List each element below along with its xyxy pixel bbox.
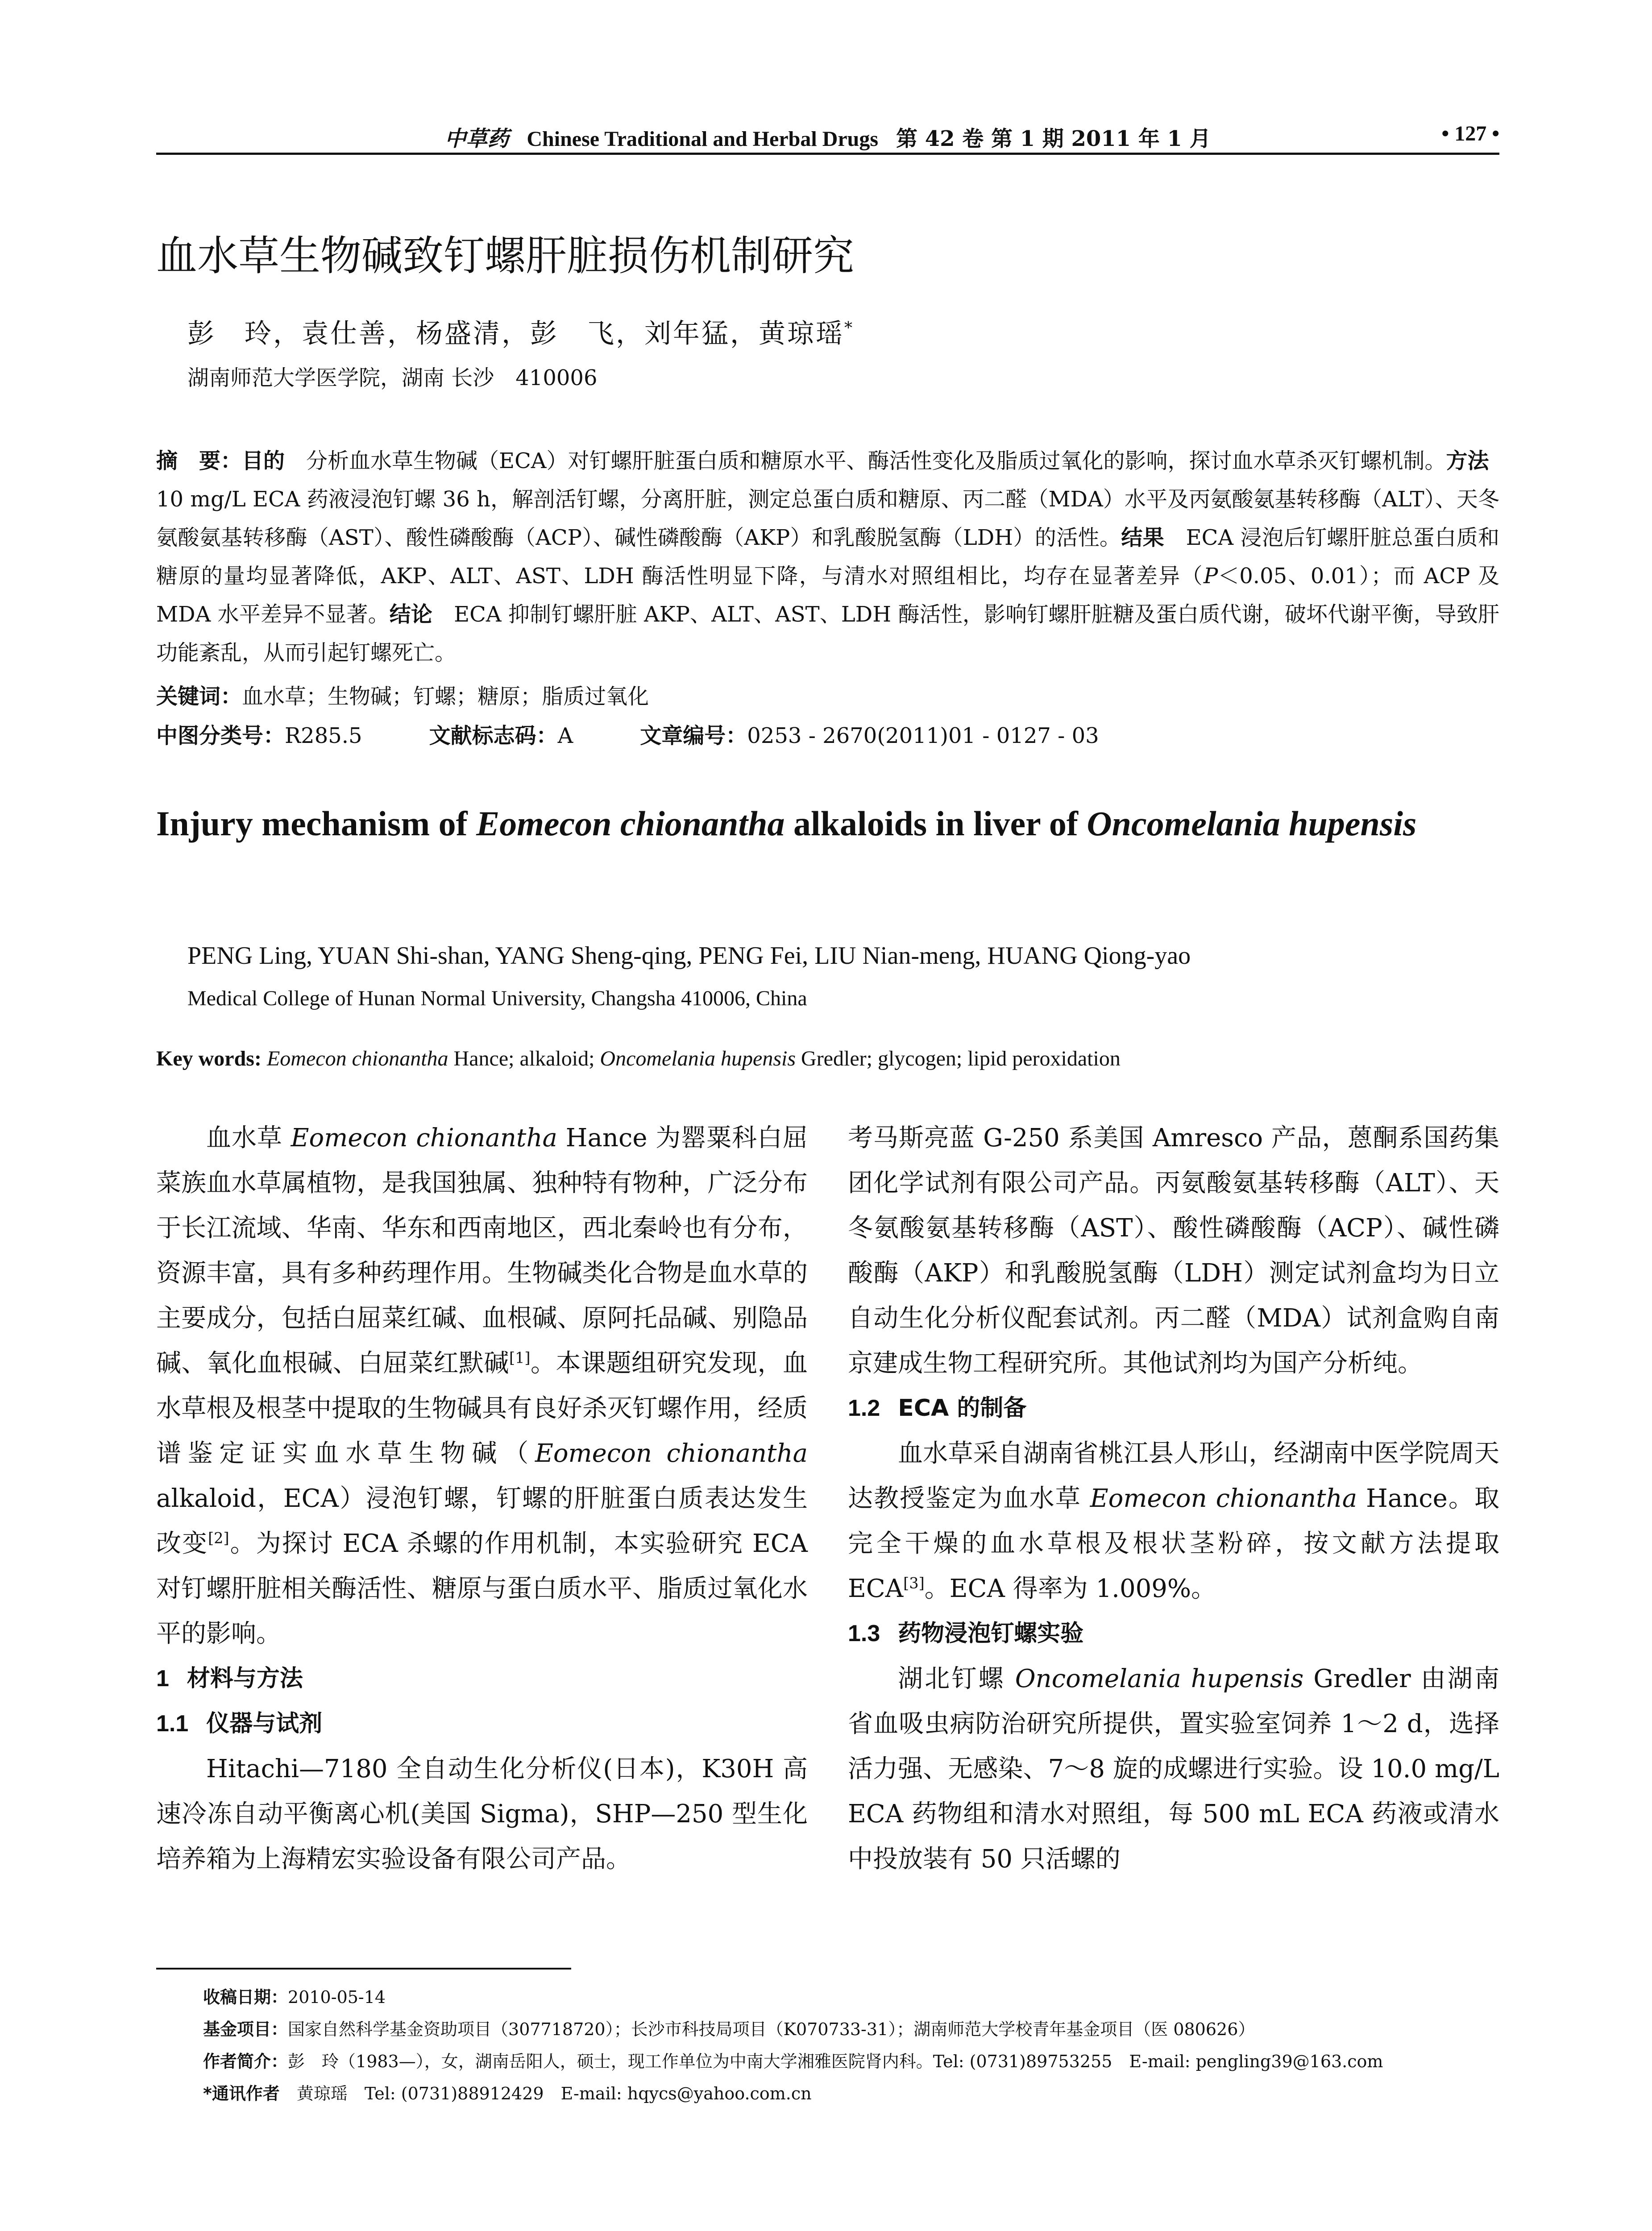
section-heading-1-2	[848, 1386, 1499, 1431]
intro-species: Eomecon chionantha	[291, 1124, 557, 1153]
doc-code-label: 文献标志码：	[429, 723, 558, 748]
footnotes	[203, 1981, 1499, 2110]
journal-name-cn: 中草药	[444, 126, 509, 151]
keywords-cn	[156, 679, 649, 710]
keywords-cn-label: 关键词：	[156, 684, 242, 709]
section-title: 材料与方法	[187, 1665, 303, 1692]
paragraph-1-2	[848, 1431, 1499, 1611]
running-header	[156, 121, 1499, 155]
footnote-value: 国家自然科学基金资助项目（307718720）；长沙市科技局项目（K070733-31）；湖南师范大学校青年基金项目（医 080626）	[288, 2020, 1255, 2039]
paragraph-1-3	[848, 1656, 1499, 1882]
results-label: 结果	[1121, 525, 1165, 550]
title-en-species2: Oncomelania hupensis	[1087, 804, 1417, 843]
results-text: ECA 浸泡后钉螺肝脏总蛋白质和糖原的量均显著降低，AKP、ALT、AST、LDH 酶活性明显下降，与清水对照组相比，均存在显著差异（	[156, 525, 1499, 589]
keywords-en-species2: Oncomelania hupensis	[600, 1047, 796, 1070]
keywords-en-label: Key words:	[156, 1047, 261, 1070]
section-heading-1-3	[848, 1611, 1499, 1656]
citation-3: [3]	[903, 1574, 925, 1592]
title-cn: 血水草生物碱致钉螺肝脏损伤机制研究	[156, 232, 855, 280]
p-value-symbol: P	[1203, 564, 1218, 589]
intro-text-c: 。本课题组研究发现，血水草根及根茎中提取的生物碱具有良好杀灭钉螺作用，经质谱鉴定证实血水草生物碱（	[156, 1349, 808, 1468]
issue-info: 第 42 卷 第 1 期 2011 年 1 月	[896, 126, 1211, 151]
footnote-received	[203, 1981, 1499, 2013]
intro-text-a: 血水草	[206, 1124, 291, 1153]
footnote-value: 黄琼瑶 Tel: (0731)88912429 E-mail: hqycs@yahoo.com.cn	[279, 2084, 812, 2103]
section-title: 仪器与试剂	[206, 1710, 323, 1737]
paragraph-1-1: Hitachi—7180 全自动生化分析仪(日本)，K30H 高速冷冻自动平衡离心机(美国 Sigma)，SHP—250 型生化培养箱为上海精宏实验设备有限公司产品。	[156, 1754, 808, 1874]
abstract-cn	[156, 442, 1511, 672]
keywords-cn-value: 血水草；生物碱；钉螺；糖原；脂质过氧化	[242, 684, 649, 709]
intro-text-e: 。为探讨 ECA 杀螺的作用机制，本实验研究 ECA 对钉螺肝脏相关酶活性、糖原与蛋白质水平、脂质过氧化水平的影响。	[156, 1529, 808, 1648]
section-heading-1-1	[156, 1701, 808, 1746]
body-column-left	[156, 1116, 808, 1882]
p13-text-a: 湖北钉螺	[898, 1664, 1015, 1693]
affiliation-cn: 湖南师范大学医学院，湖南 长沙 410006	[187, 365, 598, 390]
citation-1: [1]	[509, 1349, 531, 1367]
keywords-en-text2: Gredler; glycogen; lipid peroxidation	[796, 1047, 1121, 1070]
conclusion-text: ECA 抑制钉螺肝脏 AKP、ALT、AST、LDH 酶活性，影响钉螺肝脏糖及蛋白质代谢，破坏代谢平衡，导致肝功能紊乱，从而引起钉螺死亡。	[156, 602, 1499, 665]
body-column-right	[848, 1116, 1499, 1882]
section-number: 1.3	[848, 1621, 880, 1646]
intro-paragraph	[156, 1116, 808, 1656]
corresponding-mark: *	[844, 319, 854, 337]
keywords-en-species1: Eomecon chionantha	[266, 1047, 448, 1070]
authors-en: PENG Ling, YUAN Shi-shan, YANG Sheng-qing, PENG Fei, LIU Nian-meng, HUANG Qiong-yao	[187, 942, 1191, 970]
article-id-label: 文章编号：	[640, 723, 747, 748]
p12-species: Eomecon chionantha	[1090, 1484, 1357, 1513]
doc-code-value: A	[557, 723, 573, 748]
affiliation-en: Medical College of Hunan Normal University, Changsha 410006, China	[187, 987, 807, 1010]
footnote-value: 2010-05-14	[288, 1987, 386, 2007]
journal-header	[156, 121, 1499, 152]
methods-label: 方法	[1446, 448, 1489, 473]
footnote-label: 作者简介：	[203, 2052, 288, 2071]
section-title: ECA 的制备	[898, 1395, 1027, 1422]
clc-label: 中图分类号：	[156, 723, 285, 748]
intro-text-b: Hance 为罂粟科白屈菜族血水草属植物，是我国独属、独种特有物种，广泛分布于长江流域、华南、华东和西南地区，西北秦岭也有分布，资源丰富，具有多种药理作用。生物碱类化合物是血水草的主要成分，包括白屈菜红碱、血根碱、原阿托品碱、别隐品碱、氧化血根碱、白屈菜红默碱	[156, 1124, 808, 1378]
footnote-label: 基金项目：	[203, 2020, 288, 2039]
p12-text-c: 。ECA 得率为 1.009%。	[924, 1574, 1216, 1603]
paragraph-1-1-continued: 考马斯亮蓝 G-250 系美国 Amresco 产品，蒽酮系国药集团化学试剂有限公司产品。丙氨酸氨基转移酶（ALT）、天冬氨酸氨基转移酶（AST）、酸性磷酸酶（ACP）、碱性磷酸酶（AKP）和乳酸脱氢酶（LDH）测定试剂盒均为日立自动生化分析仪配套试剂。丙二醛（MDA）试剂盒购自南京建成生物工程研究所。其他试剂均为国产分析纯。	[848, 1124, 1499, 1378]
keywords-en	[156, 1046, 1121, 1071]
authors-cn-names: 彭 玲，袁仕善，杨盛清，彭 飞，刘年猛，黄琼瑶	[187, 318, 844, 349]
article-id-value: 0253 - 2670(2011)01 - 0127 - 03	[747, 723, 1099, 748]
p12-text-a: 血水草采自湖南省桃江县人形山，经湖南中医学院周天达教授鉴定为血水草	[848, 1439, 1499, 1513]
footnote-corresponding	[203, 2078, 1499, 2110]
journal-name-en: Chinese Traditional and Herbal Drugs	[527, 127, 879, 151]
footnote-label: 收稿日期：	[203, 1987, 288, 2007]
footnote-fund	[203, 2013, 1499, 2045]
title-en-species1: Eomecon chionantha	[476, 804, 785, 843]
section-heading-1	[156, 1656, 808, 1701]
footnote-divider	[156, 1968, 571, 1970]
footnote-value: 彭 玲（1983—），女，湖南岳阳人，硕士，现工作单位为中南大学湘雅医院肾内科。Tel: (0731)89753255 E-mail: pengling39@163.com	[288, 2052, 1383, 2071]
p13-species: Oncomelania hupensis	[1015, 1664, 1304, 1693]
p12-text-b: Hance。取完全干燥的血水草根及根状茎粉碎，按文献方法提取 ECA	[848, 1484, 1499, 1603]
intro-species-2: Eomecon chionantha	[535, 1439, 808, 1468]
section-title: 药物浸泡钉螺实验	[898, 1620, 1084, 1647]
objective-text: 分析血水草生物碱（ECA）对钉螺肝脏蛋白质和糖原水平、酶活性变化及脂质过氧化的影响，探讨血水草杀灭钉螺机制。	[285, 448, 1446, 473]
clc-value: R285.5	[285, 723, 362, 748]
footnote-label: *通讯作者	[203, 2084, 280, 2103]
authors-cn	[187, 312, 854, 351]
section-number: 1.1	[156, 1711, 189, 1737]
footnote-author	[203, 2045, 1499, 2078]
title-en	[156, 799, 1499, 849]
classification-line	[156, 718, 1099, 749]
abstract-label: 摘 要：	[156, 448, 242, 473]
conclusion-label: 结论	[389, 602, 432, 627]
intro-text-d: alkaloid，ECA）浸泡钉螺，钉螺的肝脏蛋白质表达发生改变	[156, 1484, 808, 1558]
page-number: • 127 •	[1441, 122, 1499, 145]
keywords-en-text1: Hance; alkaloid;	[448, 1047, 600, 1070]
title-en-part2: alkaloids in liver of	[784, 804, 1087, 843]
section-number: 1.2	[848, 1395, 880, 1421]
citation-2: [2]	[208, 1529, 229, 1547]
section-number: 1	[156, 1666, 169, 1692]
p13-text-b: Gredler 由湖南省血吸虫病防治研究所提供，置实验室饲养 1～2 d，选择活力强、无感染、7～8 旋的成螺进行实验。设 10.0 mg/L ECA 药物组和清水对照组，每 500 mL ECA 药液或清水中投放装有 50 只活螺的	[848, 1664, 1499, 1874]
methods-text: 10 mg/L ECA 药液浸泡钉螺 36 h，解剖活钉螺，分离肝脏，测定总蛋白质和糖原、丙二醛（MDA）水平及丙氨酸氨基转移酶（ALT）、天冬氨酸氨基转移酶（AST）、酸性磷酸酶（ACP）、碱性磷酸酶（AKP）和乳酸脱氢酶（LDH）的活性。	[156, 448, 1511, 550]
results-text-end: ＜0.05、0.01）；而 ACP 及 MDA 水平差异不显著。	[156, 564, 1499, 627]
title-en-part1: Injury mechanism of	[156, 804, 477, 843]
objective-label: 目的	[242, 448, 285, 473]
